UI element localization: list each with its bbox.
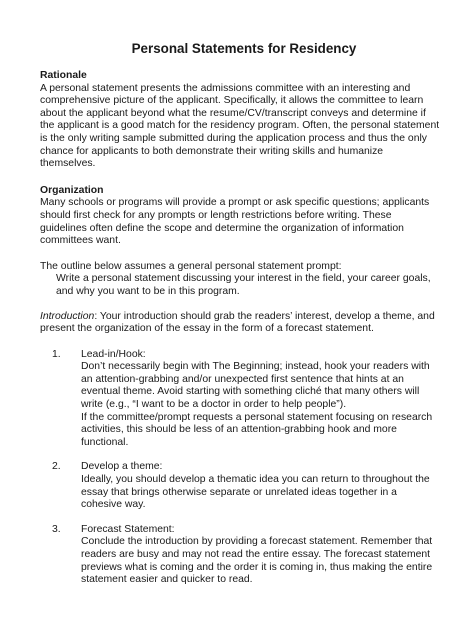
step-title: Lead-in/Hook: <box>81 348 146 360</box>
step-number: 3. <box>52 523 61 535</box>
step-number: 1. <box>52 348 61 360</box>
step-number: 2. <box>52 461 61 473</box>
step-paragraph: If the committee/prompt requests a personal statement focusing on research activities, this should be less of an attention-grabbing hook and more functional. <box>81 411 433 448</box>
outline-intro-text: The outline below assumes a general personal statement prompt: <box>40 260 342 272</box>
introduction-steps-list <box>40 349 440 587</box>
organization-section <box>40 185 440 248</box>
sample-prompt-text: Write a personal statement discussing your interest in the field, your career goals, and why you want to be in this program. <box>56 273 431 297</box>
step-paragraph: Conclude the introduction by providing a forecast statement. Remember that readers are busy and may not read the entire essay. The forecast statement previews what is coming and the order it is coming in, thus making the entire statement easier and quicker to read. <box>81 536 433 586</box>
introduction-text: : Your introduction should grab the readers’ interest, develop a theme, and present the organization of the essay in the form of a forecast statement. <box>40 310 435 335</box>
document-page <box>0 41 474 617</box>
organization-heading: Organization <box>40 184 104 196</box>
list-item <box>40 524 440 587</box>
document-title: Personal Statements for Residency <box>131 41 357 56</box>
list-item <box>40 461 440 511</box>
step-paragraph: Don’t necessarily begin with The Beginning; instead, hook your readers with an attention-grabbing and/or unexpected first sentence that hints at an eventual theme. Avoid starting with something cliché that many others will write (e.g., “I want to be a doctor in order to help people”). <box>81 361 430 411</box>
step-body <box>81 349 440 450</box>
organization-paragraph: Many schools or programs will provide a prompt or ask specific questions; applicants should first check for any prompts or length restrictions before writing. These guidelines often define the scope and determine the organization of information committees want. <box>40 197 430 247</box>
step-body <box>81 524 440 587</box>
step-title: Forecast Statement: <box>81 523 175 535</box>
rationale-paragraph: A personal statement presents the admissions committee with an interesting and comprehensive picture of the applicant. Specifically, it allows the committee to learn about the applicant beyond what the resume/CV/transcript conveys and determine if the applicant is a good match for the residency program. Often, the personal statement is the only writing sample submitted during the application process and thus the only chance for applicants to both demonstrate their writing skills and humanize themselves. <box>40 82 440 170</box>
step-paragraph: Ideally, you should develop a thematic idea you can return to throughout the essay that brings otherwise separate or unrelated ideas together in a cohesive way. <box>81 474 430 511</box>
step-body <box>81 461 440 511</box>
rationale-section <box>40 70 440 171</box>
list-item <box>40 349 440 450</box>
rationale-heading: Rationale <box>40 70 87 81</box>
step-title: Develop a theme: <box>81 461 163 473</box>
outline-section <box>40 261 440 299</box>
introduction-label: Introduction <box>40 310 95 322</box>
introduction-paragraph <box>40 311 440 336</box>
